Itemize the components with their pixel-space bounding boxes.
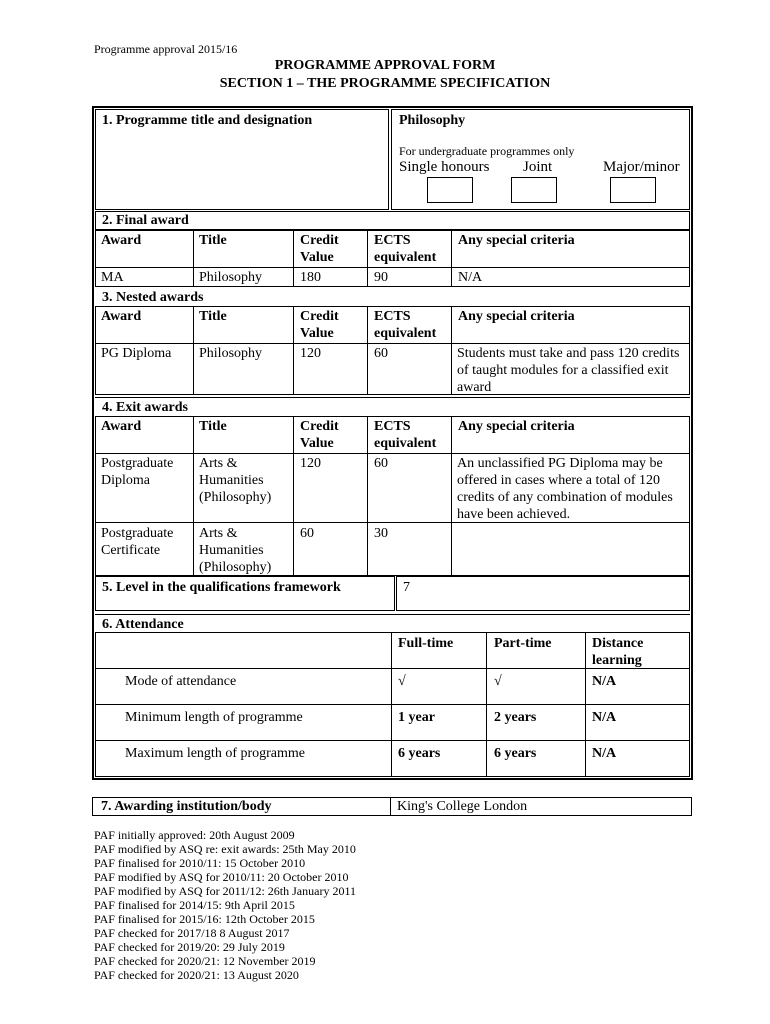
- exit-credit-2: 60: [300, 526, 314, 541]
- joint-checkbox[interactable]: [511, 177, 557, 203]
- option-major-minor-label: Major/minor: [603, 159, 680, 175]
- single-honours-checkbox[interactable]: [427, 177, 473, 203]
- col-award: Award: [101, 419, 142, 434]
- mode-full-time: √: [398, 674, 406, 689]
- mode-distance: N/A: [592, 674, 617, 689]
- max-distance: N/A: [592, 746, 617, 761]
- nested-credit: 120: [300, 346, 321, 361]
- exit-award-2: Postgraduate Certificate: [101, 526, 174, 558]
- attendance-col-full-time: Full-time: [398, 636, 454, 651]
- exit-criteria-1: An unclassified PG Diploma may be offered in cases where a total of 120 credits of any combination of modules have been achieved.: [457, 456, 673, 522]
- col-credit: Credit Value: [300, 233, 339, 265]
- nested-title: Philosophy: [199, 346, 263, 361]
- footer-note: PAF finalised for 2010/11: 15 October 2010: [94, 856, 306, 870]
- col-title: Title: [199, 419, 227, 434]
- nested-award: PG Diploma: [101, 346, 172, 361]
- final-title: Philosophy: [199, 270, 263, 285]
- attendance-row-label: Minimum length of programme: [125, 710, 303, 725]
- attendance-row-label: Maximum length of programme: [125, 746, 306, 761]
- col-criteria: Any special criteria: [458, 309, 575, 324]
- section6-label: 6. Attendance: [102, 617, 184, 632]
- awarding-institution-value: King's College London: [397, 799, 528, 814]
- max-full-time: 6 years: [398, 746, 441, 761]
- final-award: MA: [101, 270, 124, 285]
- section5-right-box: [396, 576, 690, 611]
- exit-title-2: Arts & Humanities (Philosophy): [199, 526, 272, 575]
- form-subtitle: SECTION 1 – THE PROGRAMME SPECIFICATION: [219, 76, 551, 91]
- footer-note: PAF finalised for 2014/15: 9th April 2015: [94, 898, 295, 912]
- form-title: PROGRAMME APPROVAL FORM: [274, 58, 496, 73]
- footer-note: PAF modified by ASQ for 2010/11: 20 October 2010: [94, 870, 349, 884]
- option-single-honours-label: Single honours: [399, 159, 490, 175]
- col-ects: ECTS equivalent: [374, 419, 437, 451]
- footer-note: PAF initially approved: 20th August 2009: [94, 828, 295, 842]
- exit-ects-1: 60: [374, 456, 388, 471]
- attendance-col-part-time: Part-time: [494, 636, 552, 651]
- section2-label: 2. Final award: [102, 213, 189, 228]
- col-ects: ECTS equivalent: [374, 309, 437, 341]
- final-criteria: N/A: [458, 270, 483, 285]
- section1-label: 1. Programme title and designation: [102, 113, 313, 128]
- footer-note: PAF checked for 2020/21: 13 August 2020: [94, 968, 299, 982]
- col-criteria: Any special criteria: [458, 419, 575, 434]
- col-criteria: Any special criteria: [458, 233, 575, 248]
- section5-label: 5. Level in the qualifications framework: [102, 580, 341, 595]
- footer-note: PAF modified by ASQ re: exit awards: 25th May 2010: [94, 842, 356, 856]
- exit-award-1: Postgraduate Diploma: [101, 456, 174, 488]
- col-credit: Credit Value: [300, 419, 339, 451]
- max-part-time: 6 years: [494, 746, 537, 761]
- col-award: Award: [101, 309, 142, 324]
- exit-ects-2: 30: [374, 526, 388, 541]
- nested-ects: 60: [374, 346, 388, 361]
- qualification-level-value: 7: [403, 580, 410, 595]
- col-title: Title: [199, 309, 227, 324]
- exit-credit-1: 120: [300, 456, 321, 471]
- option-joint-label: Joint: [523, 159, 553, 175]
- major-minor-checkbox[interactable]: [610, 177, 656, 203]
- footer-note: PAF checked for 2020/21: 12 November 2019: [94, 954, 316, 968]
- section3-label: 3. Nested awards: [102, 290, 204, 305]
- col-ects: ECTS equivalent: [374, 233, 437, 265]
- attendance-row-label: Mode of attendance: [125, 674, 237, 689]
- footer-note: PAF checked for 2019/20: 29 July 2019: [94, 940, 285, 954]
- footer-note: PAF modified by ASQ for 2011/12: 26th January 2011: [94, 884, 357, 898]
- col-title: Title: [199, 233, 227, 248]
- ug-note: For undergraduate programmes only: [399, 144, 575, 158]
- mode-part-time: √: [494, 674, 502, 689]
- final-ects: 90: [374, 270, 388, 285]
- footer-note: PAF checked for 2017/18 8 August 2017: [94, 926, 290, 940]
- section4-label: 4. Exit awards: [102, 400, 188, 415]
- programme-title-value: Philosophy: [399, 113, 466, 128]
- min-full-time: 1 year: [398, 710, 435, 725]
- section7-label: 7. Awarding institution/body: [101, 799, 272, 814]
- final-credit: 180: [300, 270, 321, 285]
- col-credit: Credit Value: [300, 309, 339, 341]
- footer-note: PAF finalised for 2015/16: 12th October 2015: [94, 912, 315, 926]
- col-award: Award: [101, 233, 142, 248]
- min-distance: N/A: [592, 710, 617, 725]
- exit-title-1: Arts & Humanities (Philosophy): [199, 456, 272, 505]
- min-part-time: 2 years: [494, 710, 537, 725]
- nested-criteria: Students must take and pass 120 credits of taught modules for a classified exit award: [457, 346, 680, 395]
- attendance-col-distance: Distance learning: [592, 636, 644, 668]
- top-note: Programme approval 2015/16: [94, 42, 238, 56]
